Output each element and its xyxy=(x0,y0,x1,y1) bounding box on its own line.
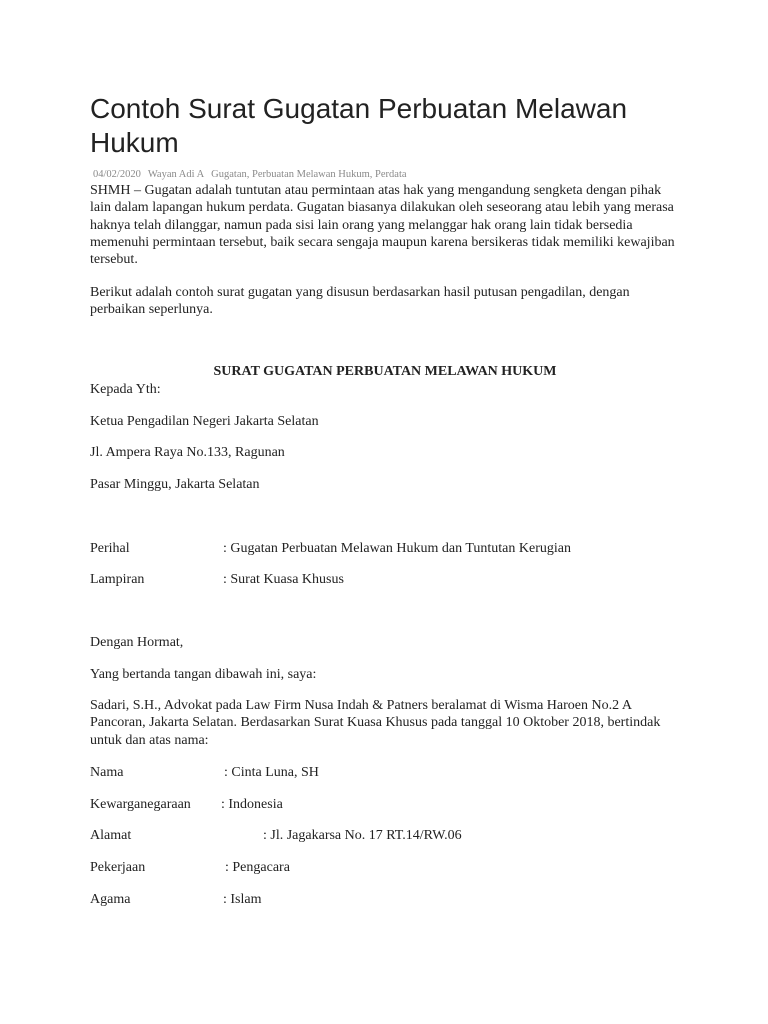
lampiran-label: Lampiran xyxy=(90,572,145,587)
undersigned-intro: Yang bertanda tangan dibawah ini, saya: xyxy=(90,667,317,682)
lampiran-value: : Surat Kuasa Khusus xyxy=(223,572,344,587)
identity-label-agama: Agama xyxy=(90,892,131,907)
perihal-label: Perihal xyxy=(90,541,130,556)
post-categories[interactable]: Gugatan, Perbuatan Melawan Hukum, Perdata xyxy=(211,169,407,180)
identity-value-nama: : Cinta Luna, SH xyxy=(224,765,319,780)
identity-label-alamat: Alamat xyxy=(90,828,132,843)
identity-value-kewarganegaraan: : Indonesia xyxy=(221,797,283,812)
post-author[interactable]: Wayan Adi A xyxy=(147,169,205,180)
intro-paragraph: SHMH – Gugatan adalah tuntutan atau permintaan atas hak yang mengandung sengketa dengan pihak lain dalam lapangan hukum perdata. Gugatan biasanya dilakukan oleh seseorang atau lebih yang merasa haknya telah dilanggar, namun pada sisi lain orang yang melanggar hak orang lain tidak bersedia memenuhi permintaan tersebut, baik secara sengaja maupun karena bersikeras tidak memiliki kewajiban tersebut. xyxy=(90,183,675,268)
salutation: Dengan Hormat, xyxy=(90,635,184,650)
letter-heading: SURAT GUGATAN PERBUATAN MELAWAN HUKUM xyxy=(213,364,557,379)
advocate-paragraph: Sadari, S.H., Advokat pada Law Firm Nusa Indah & Patners beralamat di Wisma Haroen No.2 A Pancoran, Jakarta Selatan. Berdasarkan Surat Kuasa Khusus pada tanggal 10 Oktober 2018, bertindak untuk dan atas nama: xyxy=(90,698,661,748)
recipient-address-line1: Jl. Ampera Raya No.133, Ragunan xyxy=(90,445,285,460)
recipient-address-line2: Pasar Minggu, Jakarta Selatan xyxy=(90,477,260,492)
perihal-value: : Gugatan Perbuatan Melawan Hukum dan Tuntutan Kerugian xyxy=(223,541,571,556)
identity-value-agama: : Islam xyxy=(223,892,262,907)
identity-label-pekerjaan: Pekerjaan xyxy=(90,860,146,875)
post-date: 04/02/2020 xyxy=(93,169,141,180)
identity-label-kewarganegaraan: Kewarganegaraan xyxy=(90,797,191,812)
identity-value-pekerjaan: : Pengacara xyxy=(225,860,290,875)
recipient-name: Ketua Pengadilan Negeri Jakarta Selatan xyxy=(90,414,319,429)
article-meta xyxy=(93,169,414,181)
recipient-greeting: Kepada Yth: xyxy=(90,382,161,397)
lead-paragraph: Berikut adalah contoh surat gugatan yang disusun berdasarkan hasil putusan pengadilan, dengan perbaikan seperlunya. xyxy=(90,285,630,318)
identity-label-nama: Nama xyxy=(90,765,124,780)
article-title: Contoh Surat Gugatan Perbuatan Melawan Hukum xyxy=(90,93,628,158)
identity-value-alamat: : Jl. Jagakarsa No. 17 RT.14/RW.06 xyxy=(263,828,462,843)
